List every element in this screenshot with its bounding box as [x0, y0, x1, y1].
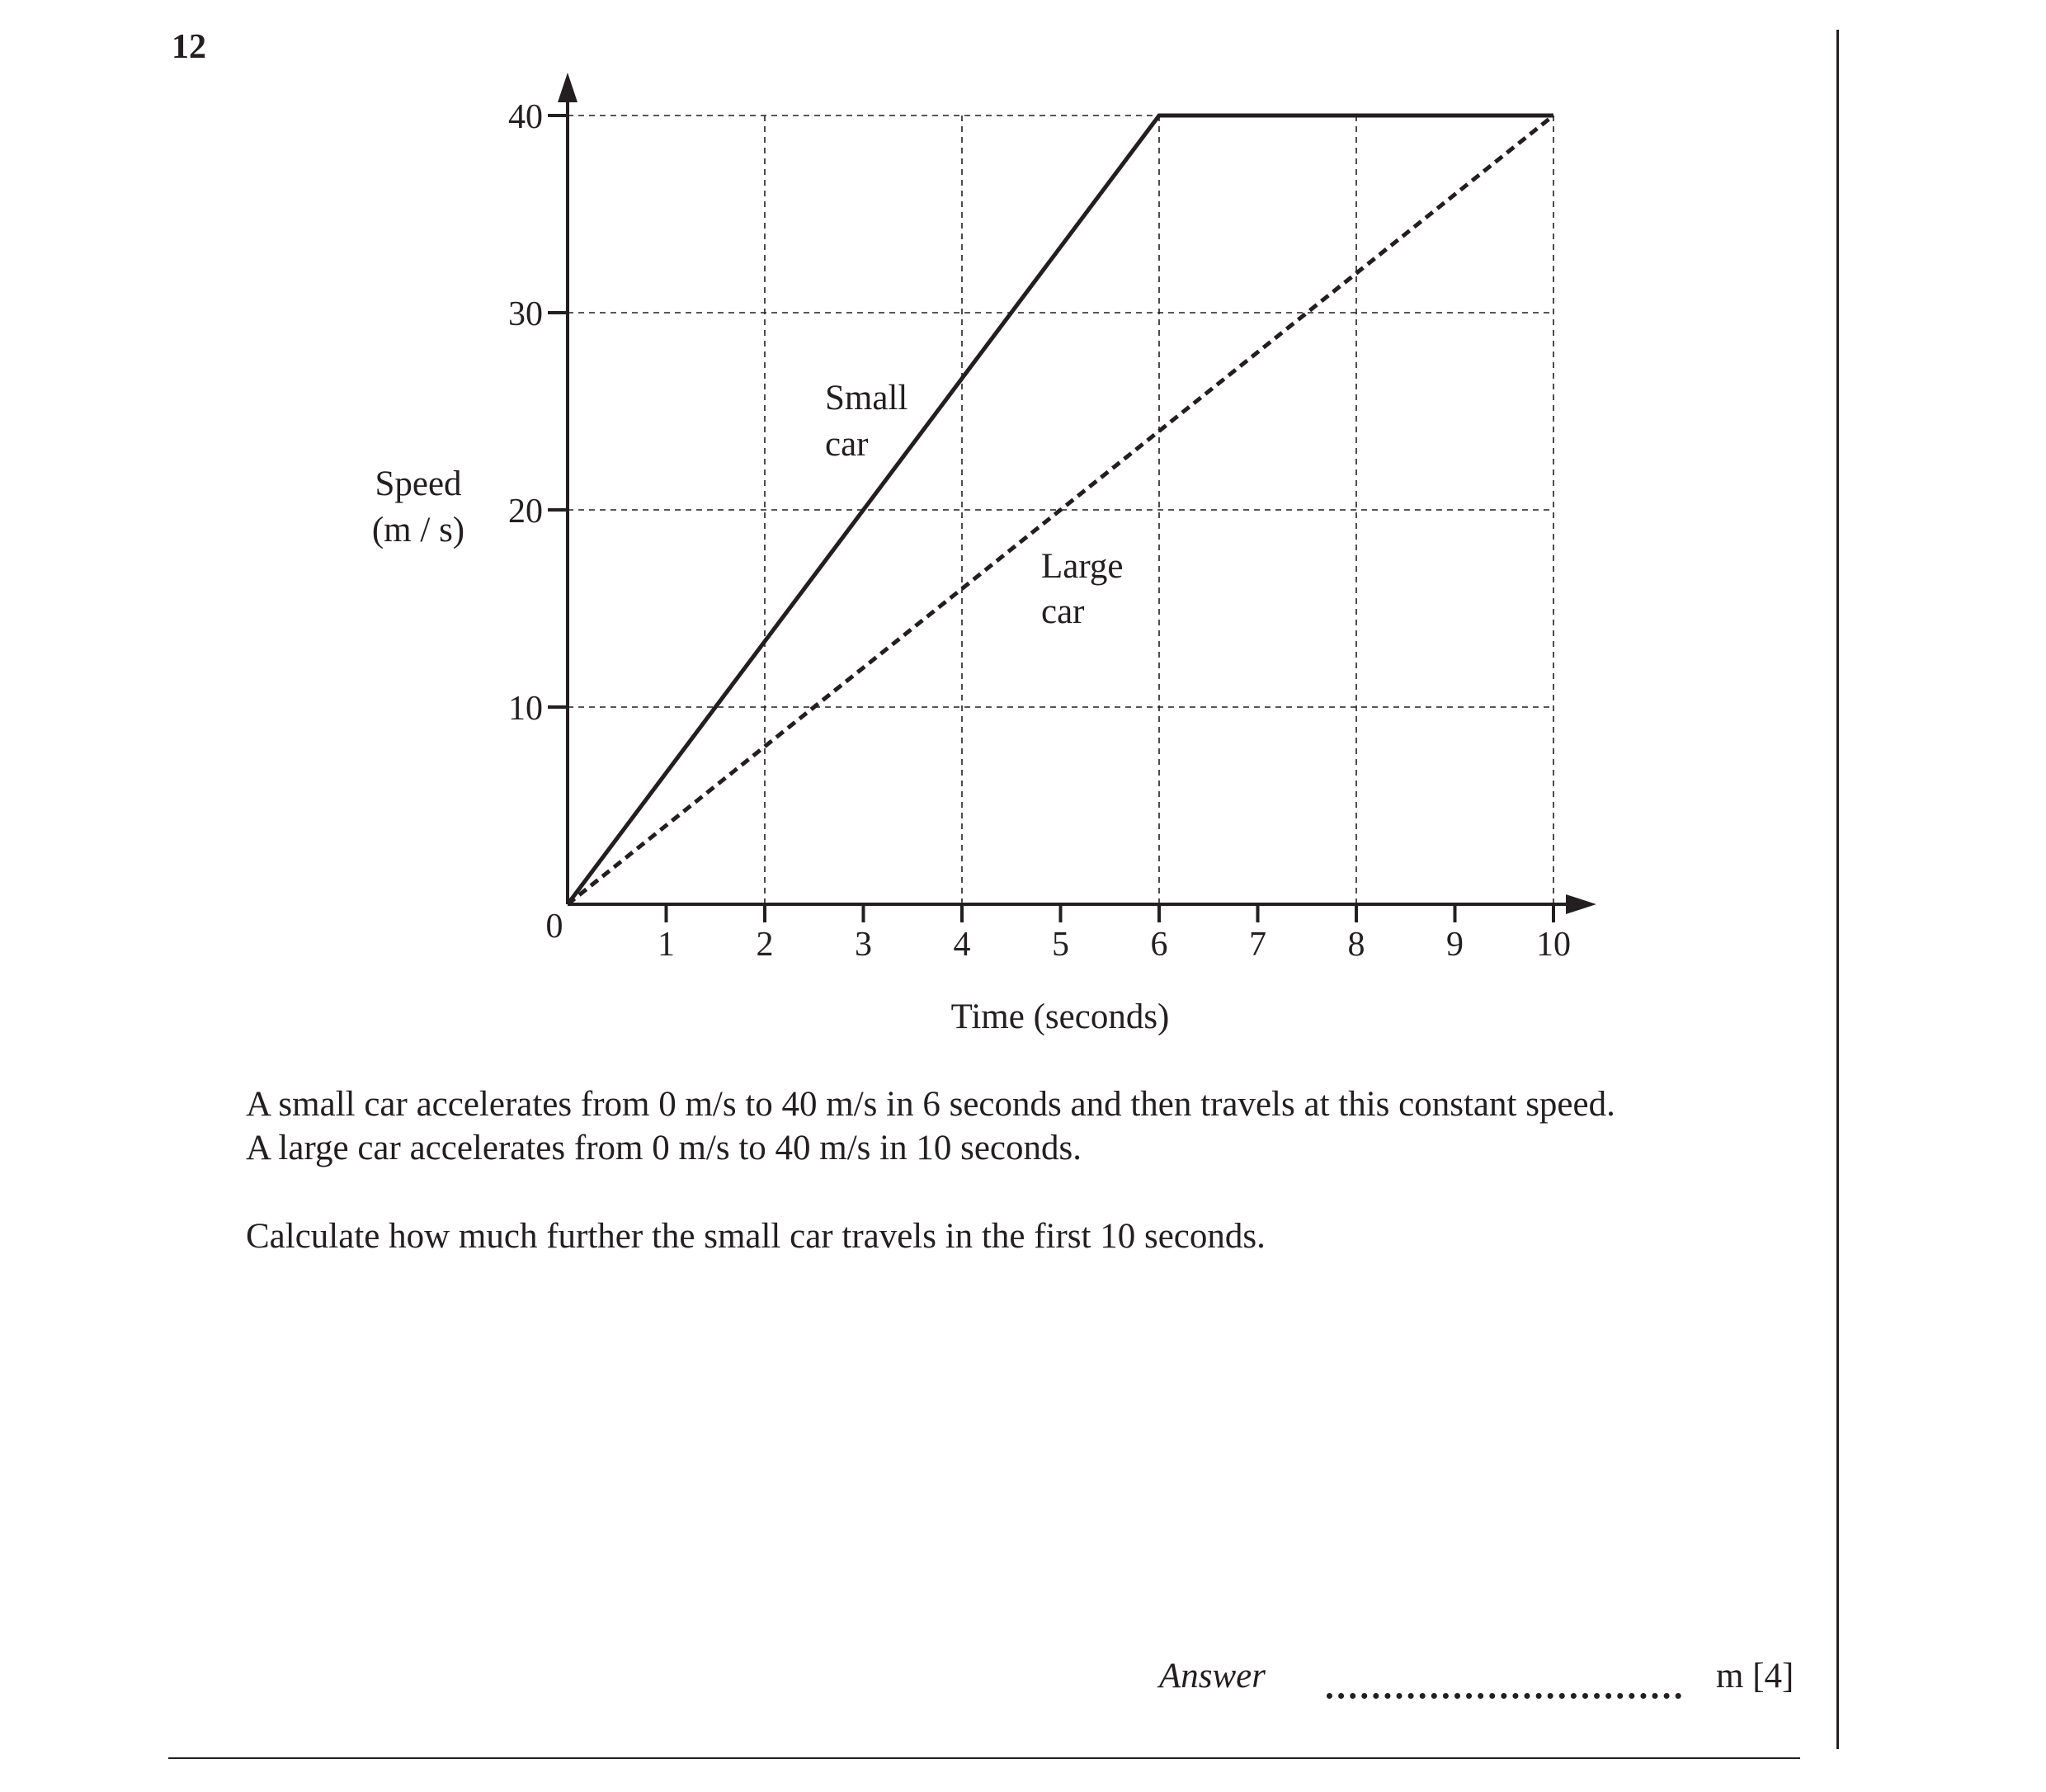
x-tick-label-6: 6 [1150, 926, 1168, 964]
x-tick-label-2: 2 [756, 926, 774, 964]
x-tick-label-8: 8 [1347, 926, 1365, 964]
large-car-label-line-1: Large [1041, 547, 1124, 586]
x-tick-label-5: 5 [1052, 926, 1069, 964]
y-axis-arrow-icon [558, 73, 578, 102]
margin-line [1836, 30, 1839, 1749]
y-tick-label-20: 20 [508, 493, 543, 531]
answer-label: Answer [1159, 1657, 1266, 1695]
origin-label: 0 [545, 908, 563, 946]
x-tick-label-7: 7 [1249, 926, 1266, 964]
small-car-label-line-1: Small [825, 379, 908, 417]
y-tick-label-40: 40 [508, 98, 543, 136]
answer-line[interactable] [1327, 1693, 1681, 1699]
y-tick-label-10: 10 [508, 690, 543, 728]
question-prompt: Calculate how much further the small car travels in the first 10 seconds. [246, 1217, 1266, 1256]
large-car-label-line-2: car [1041, 592, 1085, 631]
question-text-line-2: A large car accelerates from 0 m/s to 40 m/s in 10 seconds. [246, 1129, 1082, 1167]
y-axis-label-line-2: (m / s) [371, 511, 465, 549]
x-tick-label-1: 1 [658, 926, 675, 964]
x-axis-arrow-icon [1566, 894, 1596, 914]
small-car-label-line-2: car [825, 425, 869, 464]
x-tick-label-3: 3 [855, 926, 872, 964]
x-axis-label: Time (seconds) [950, 997, 1170, 1036]
x-tick-label-4: 4 [953, 926, 971, 964]
x-tick-label-10: 10 [1536, 926, 1571, 964]
question-text-line-1: A small car accelerates from 0 m/s to 40 m/s in 6 seconds and then travels at this constant speed. [246, 1085, 1615, 1124]
y-axis-label-line-1: Speed [375, 465, 462, 503]
x-tick-label-9: 9 [1446, 926, 1464, 964]
answer-unit-marks: m [4] [1716, 1657, 1794, 1695]
bottom-rule [168, 1757, 1800, 1759]
axis-ticks [508, 98, 1571, 964]
question-number: 12 [172, 28, 206, 66]
y-tick-label-30: 30 [508, 295, 543, 333]
